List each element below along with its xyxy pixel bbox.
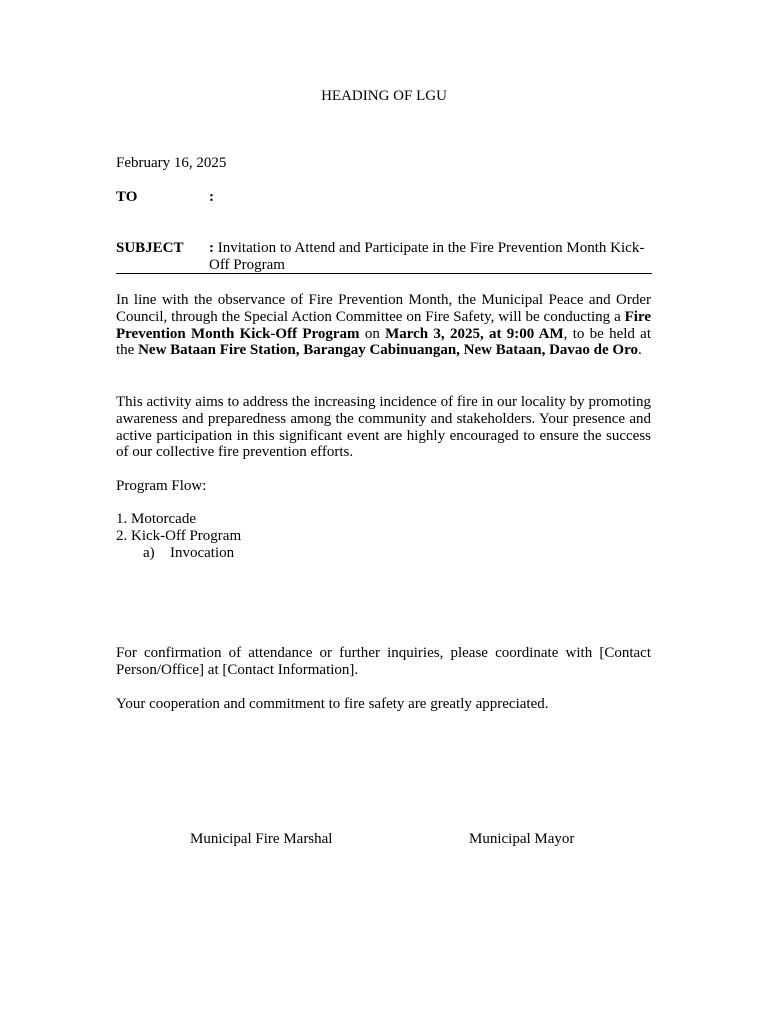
paragraph-confirmation: For confirmation of attendance or further inquiries, please coordinate with [Contact Person/Office] at [Contact Information]. [116,645,651,678]
program-datetime: March 3, 2025, at 9:00 AM [385,325,564,342]
program-flow-title: Program Flow: [116,478,207,494]
program-venue: New Bataan Fire Station, Barangay Cabinuangan, New Bataan, Davao de Oro [138,342,638,359]
program-name: Fire Prevention Month Kick-Off Program [116,308,651,342]
to-colon: : [209,189,214,205]
flow-item-motorcade: 1. Motorcade [116,511,196,527]
paragraph-closing: Your cooperation and commitment to fire safety are greatly appreciated. [116,696,549,712]
flow-item-kickoff: 2. Kick-Off Program [116,527,242,544]
program-flow-list [116,511,651,561]
subitem-label: Invocation [170,544,235,561]
p1-text-1: In line with the observance of Fire Prevention Month, the Municipal Peace and Order Council, through the Special Action Committee on Fire Safety, will be conducting a [116,292,651,325]
flow-subitem-invocation [116,545,651,562]
paragraph-purpose: This activity aims to address the increasing incidence of fire in our locality by promoting awareness and preparedness among the community and stakeholders. Your presence and active participation in this significant event are highly encouraged to ensure the success of our collective fire prevention efforts. [116,394,651,461]
to-label: TO [116,189,138,205]
memo-date: February 16, 2025 [116,155,227,171]
p1-text-2: on [359,325,386,342]
lgu-heading: HEADING OF LGU [321,88,447,104]
signatory-mayor: Municipal Mayor [469,831,575,847]
subject-text: Invitation to Attend and Participate in the Fire Prevention Month Kick-Off Program [209,240,645,273]
subject-text-block [209,240,651,274]
p1-text-3: , to be held at the [116,325,651,359]
subject-divider [116,273,652,274]
subject-colon: : [209,240,214,256]
signatory-fire-marshal: Municipal Fire Marshal [190,831,333,847]
paragraph-invitation [116,292,651,359]
subitem-marker: a) [143,544,155,561]
subject-label: SUBJECT [116,240,184,256]
p1-text-4: . [637,342,642,359]
